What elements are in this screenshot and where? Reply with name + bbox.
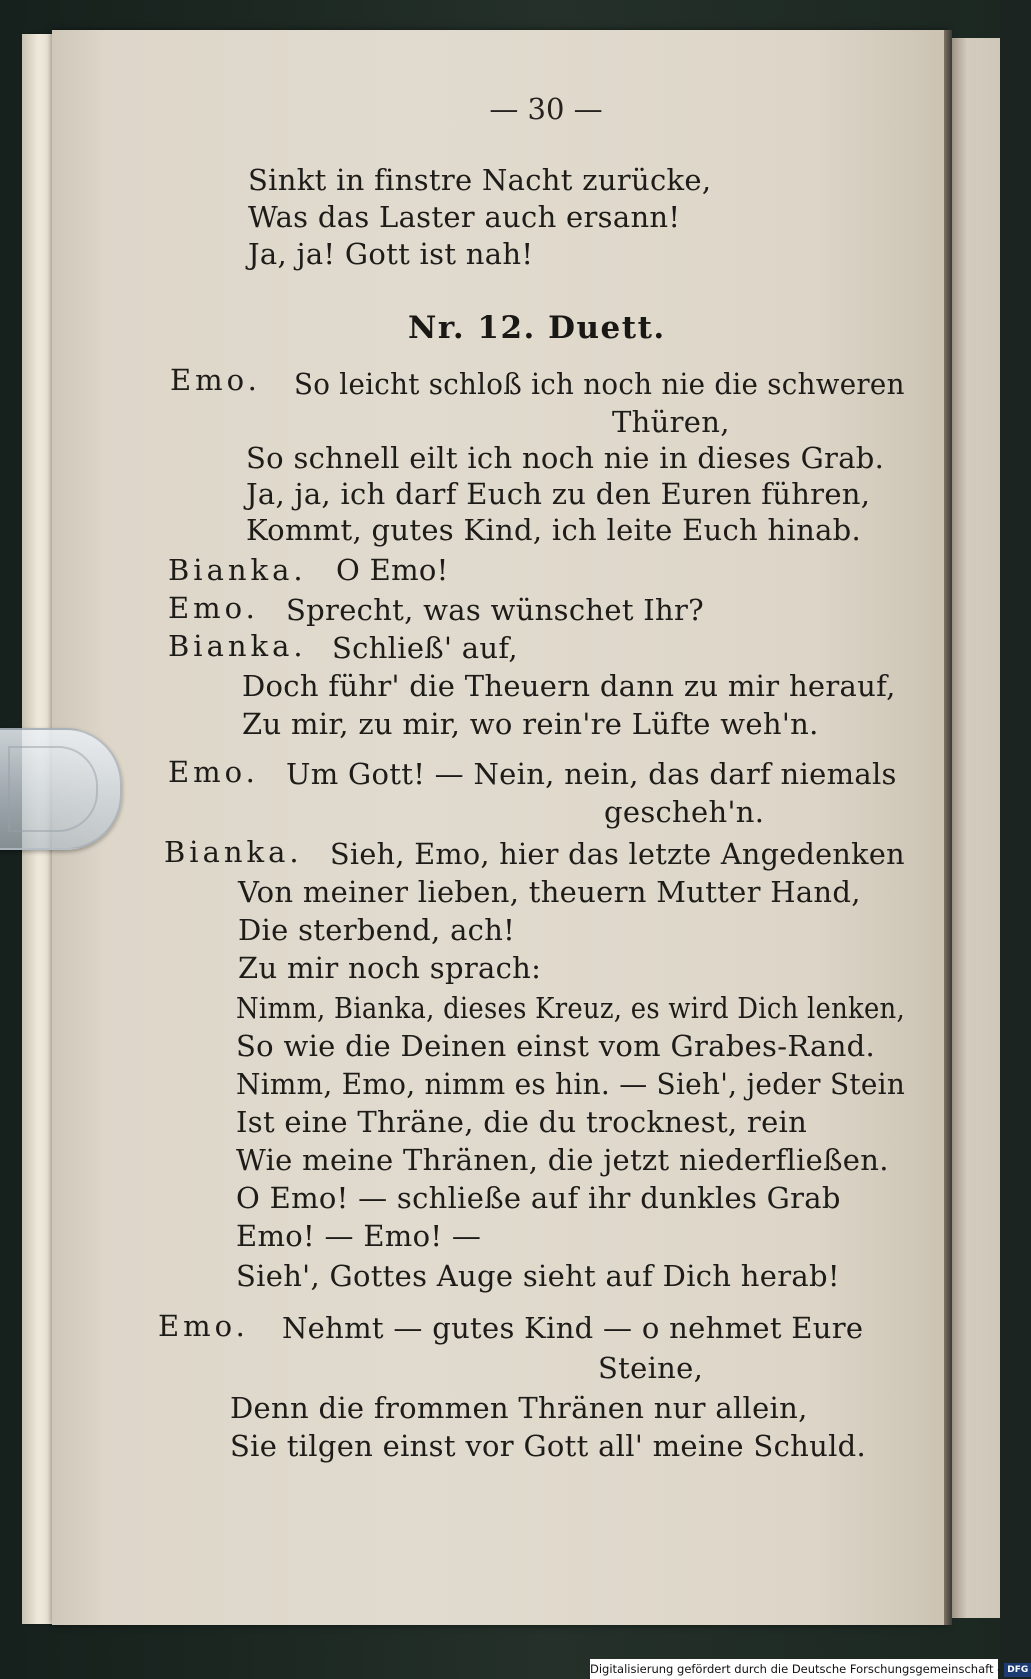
page-clip [0, 728, 122, 850]
dialogue-line: Thüren, [612, 405, 730, 439]
speaker-name: Emo. [158, 1309, 249, 1343]
dialogue-line: Nimm, Emo, nimm es hin. — Sieh', jeder Stein [236, 1067, 906, 1101]
verse-line: Ja, ja! Gott ist nah! [248, 237, 534, 271]
facing-page-edge [945, 38, 1000, 1618]
speaker-name: Emo. [168, 755, 259, 789]
digitization-credit [590, 1659, 1029, 1679]
speaker-name: Bianka. [168, 553, 307, 587]
dialogue-line: Sieh', Gottes Auge sieht auf Dich herab! [236, 1259, 840, 1293]
speaker-name: Emo. [170, 363, 261, 397]
dialogue-line: Die sterbend, ach! [238, 913, 516, 947]
section-heading: Nr. 12. Duett. [408, 310, 666, 346]
dialogue-line: Schließ' auf, [332, 631, 518, 665]
dialogue-line: Ja, ja, ich darf Euch zu den Euren führen, [246, 477, 871, 511]
dialogue-line: gescheh'n. [604, 795, 765, 829]
dialogue-line: O Emo! [336, 553, 449, 587]
dialogue-line: Denn die frommen Thränen nur allein, [230, 1391, 808, 1425]
dialogue-line: O Emo! — schließe auf ihr dunkles Grab [236, 1181, 841, 1215]
dfg-logo: DFG [1004, 1663, 1031, 1677]
credit-text: Digitalisierung gefördert durch die Deutsche Forschungsgemeinschaft - [590, 1662, 1002, 1676]
dialogue-line: Steine, [598, 1351, 704, 1385]
dialogue-line: Kommt, gutes Kind, ich leite Euch hinab. [246, 513, 862, 547]
page-spine-shadow [944, 30, 952, 1625]
page-number: — 30 — [489, 92, 603, 126]
dialogue-line: Nimm, Bianka, dieses Kreuz, es wird Dich lenken, [236, 991, 905, 1025]
dialogue-line: Zu mir, zu mir, wo rein're Lüfte weh'n. [242, 707, 819, 741]
dialogue-line: Wie meine Thränen, die jetzt niederfließen. [236, 1143, 889, 1177]
dialogue-line: So schnell eilt ich noch nie in dieses Grab. [246, 441, 885, 475]
dialogue-line: Von meiner lieben, theuern Mutter Hand, [238, 875, 861, 909]
speaker-name: Bianka. [168, 629, 307, 663]
dialogue-line: Sie tilgen einst vor Gott all' meine Schuld. [230, 1429, 867, 1463]
speaker-name: Bianka. [164, 835, 303, 869]
dialogue-line: Um Gott! — Nein, nein, das darf niemals [286, 757, 897, 791]
verse-line: Was das Laster auch ersann! [248, 200, 681, 234]
dialogue-line: Nehmt — gutes Kind — o nehmet Eure [282, 1311, 864, 1345]
dialogue-line: Emo! — Emo! — [236, 1219, 482, 1253]
dialogue-line: So leicht schloß ich noch nie die schweren [294, 367, 905, 401]
dialogue-line: Sieh, Emo, hier das letzte Angedenken [330, 837, 905, 871]
verse-line: Sinkt in finstre Nacht zurücke, [248, 163, 712, 197]
dialogue-line: So wie die Deinen einst vom Grabes-Rand. [236, 1029, 876, 1063]
dialogue-line: Zu mir noch sprach: [238, 951, 542, 985]
dialogue-line: Ist eine Thräne, die du trocknest, rein [236, 1105, 808, 1139]
dialogue-line: Sprecht, was wünschet Ihr? [286, 593, 705, 627]
dialogue-line: Doch führ' die Theuern dann zu mir herauf, [242, 669, 896, 703]
speaker-name: Emo. [168, 591, 259, 625]
